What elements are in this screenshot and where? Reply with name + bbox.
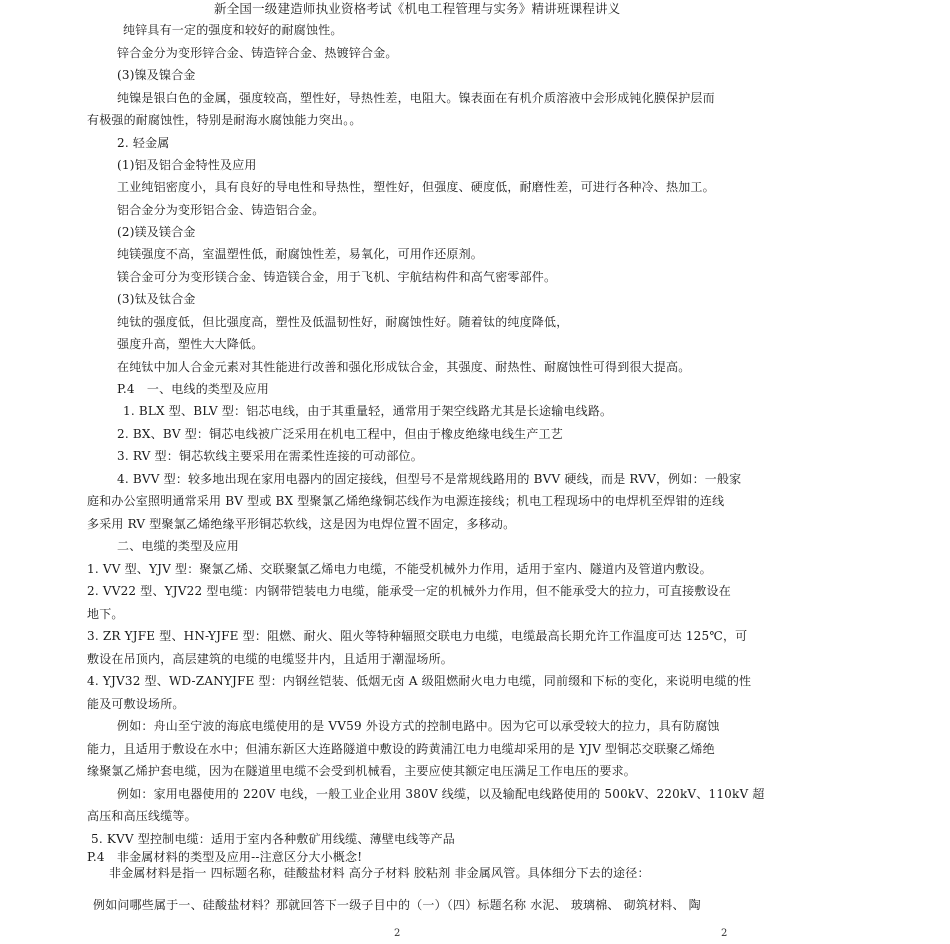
text-line: 能力，且适用于敷设在水中；但浦东新区大连路隧道中敷设的跨黄浦江电力电缆却采用的是 YJV 型铜芯交联聚乙烯绝 [87, 742, 715, 756]
text-line: 纯钛的强度低，但比强度高，塑性及低温韧性好，耐腐蚀性好。随着钛的纯度降低， [117, 315, 569, 329]
text-line: 4. BVV 型：较多地出现在家用电器内的固定接线，但型号不是常规线路用的 BVV 硬线，而是 RVV，例如：一般家 [117, 472, 742, 486]
text-line: 2. VV22 型、YJV22 型电缆：内钢带铠装电力电缆，能承受一定的机械外力作用，但不能承受大的拉力，可直接敷设在 [87, 584, 731, 598]
text-line: 例如：家用电器使用的 220V 电线，一般工业企业用 380V 线缆，以及输配电线路使用的 500kV、220kV、110kV 超 [117, 787, 765, 801]
text-line: 能及可敷设场所。 [87, 697, 185, 711]
text-line: 敷设在吊顶内，高层建筑的电缆的电缆竖井内，且适用于潮湿场所。 [87, 652, 454, 666]
section-heading: (3)镍及镍合金 [117, 68, 196, 82]
section-heading: (1)铝及铝合金特性及应用 [117, 158, 257, 172]
text-line: 多采用 RV 型聚氯乙烯绝缘平形铜芯软线，这是因为电焊位置不固定，多移动。 [87, 517, 516, 531]
page-header: 新全国一级建造师执业资格考试《机电工程管理与实务》精讲班课程讲义 [214, 1, 621, 16]
text-line: 纯镁强度不高，室温塑性低，耐腐蚀性差，易氧化，可用作还原剂。 [117, 247, 484, 261]
text-line: 铝合金分为变形铝合金、铸造铝合金。 [117, 203, 325, 217]
text-line: 缘聚氯乙烯护套电缆，因为在隧道里电缆不会受到机械看，主要应使其额定电压满足工作电压的要求。 [87, 764, 637, 778]
text-line: 强度升高，塑性大大降低。 [117, 337, 264, 351]
section-heading: 二、电缆的类型及应用 [117, 539, 240, 553]
text-line: 工业纯铝密度小，具有良好的导电性和导热性，塑性好，但强度、硬度低，耐磨性差，可进行各种冷、热加工。 [117, 180, 715, 194]
section-heading: (2)镁及镁合金 [117, 225, 196, 239]
section-heading: (3)钛及钛合金 [117, 292, 196, 306]
text-line: 3. RV 型：铜芯软线主要采用在需柔性连接的可动部位。 [117, 449, 423, 463]
text-line: 镁合金可分为变形镁合金、铸造镁合金，用于飞机、宇航结构件和高气密零部件。 [117, 270, 557, 284]
text-line: 锌合金分为变形锌合金、铸造锌合金、热镀锌合金。 [117, 46, 398, 60]
text-line: 纯锌具有一定的强度和较好的耐腐蚀性。 [123, 23, 343, 37]
text-line: 1. VV 型、YJV 型：聚氯乙烯、交联聚氯乙烯电力电缆，不能受机械外力作用，适用于室内、隧道内及管道内敷设。 [87, 562, 712, 576]
text-line: 地下。 [87, 607, 124, 621]
page-number: 2 [394, 928, 401, 939]
text-line: 有极强的耐腐蚀性，特别是耐海水腐蚀能力突出。。 [87, 113, 362, 127]
section-heading: P.4 非金属材料的类型及应用--注意区分大小概念! [87, 850, 363, 864]
text-line: 2. BX、BV 型：铜芯电线被广泛采用在机电工程中，但由于橡皮绝缘电线生产工艺 [117, 427, 563, 441]
text-line: 在纯钛中加人合金元素对其性能进行改善和强化形成钛合金，其强度、耐热性、耐腐蚀性可得到很大提高。 [117, 360, 691, 374]
text-line: 庭和办公室照明通常采用 BV 型或 BX 型聚氯乙烯绝缘铜芯线作为电源连接线；机电工程现场中的电焊机至焊钳的连线 [87, 494, 725, 508]
text-line: 5. KVV 型控制电缆：适用于室内各种敷矿用线缆、薄壁电线等产品 [91, 832, 455, 846]
text-line: 1. BLX 型、BLV 型：铝芯电线，由于其重量轻，通常用于架空线路尤其是长途输电线路。 [123, 404, 613, 418]
text-line: 高压和高压线缆等。 [87, 809, 197, 823]
text-line: 非金属材料是指一 四标题名称，硅酸盐材料 高分子材料 胶粘剂 非金属风管。具体细分下去的途径： [109, 866, 650, 880]
section-heading: 2. 轻金属 [117, 136, 170, 150]
text-line: 4. YJV32 型、WD-ZANYJFE 型：内钢丝铠装、低烟无卤 A 级阻燃耐火电力电缆，同前缀和下标的变化，来说明电缆的性 [87, 674, 752, 688]
section-heading: P.4 一、电线的类型及应用 [117, 382, 269, 396]
text-line: 3. ZR YJFE 型、HN-YJFE 型：阻燃、耐火、阻火等特种辐照交联电力电缆，电缆最高长期允许工作温度可达 125℃，可 [87, 629, 748, 643]
text-line: 例如：舟山至宁波的海底电缆使用的是 VV59 外设方式的控制电路中。因为它可以承受较大的拉力，具有防腐蚀 [117, 719, 720, 733]
text-line: 纯镍是银白色的金属，强度较高，塑性好，导热性差，电阻大。镍表面在有机介质溶液中会形成钝化膜保护层而 [117, 91, 715, 105]
text-line: 例如问哪些属于一、硅酸盐材料？那就回答下一级子目中的（一）（四）标题名称 水泥、 玻璃棉、 砌筑材料、 陶 [93, 898, 701, 912]
page-number: 2 [721, 928, 728, 939]
